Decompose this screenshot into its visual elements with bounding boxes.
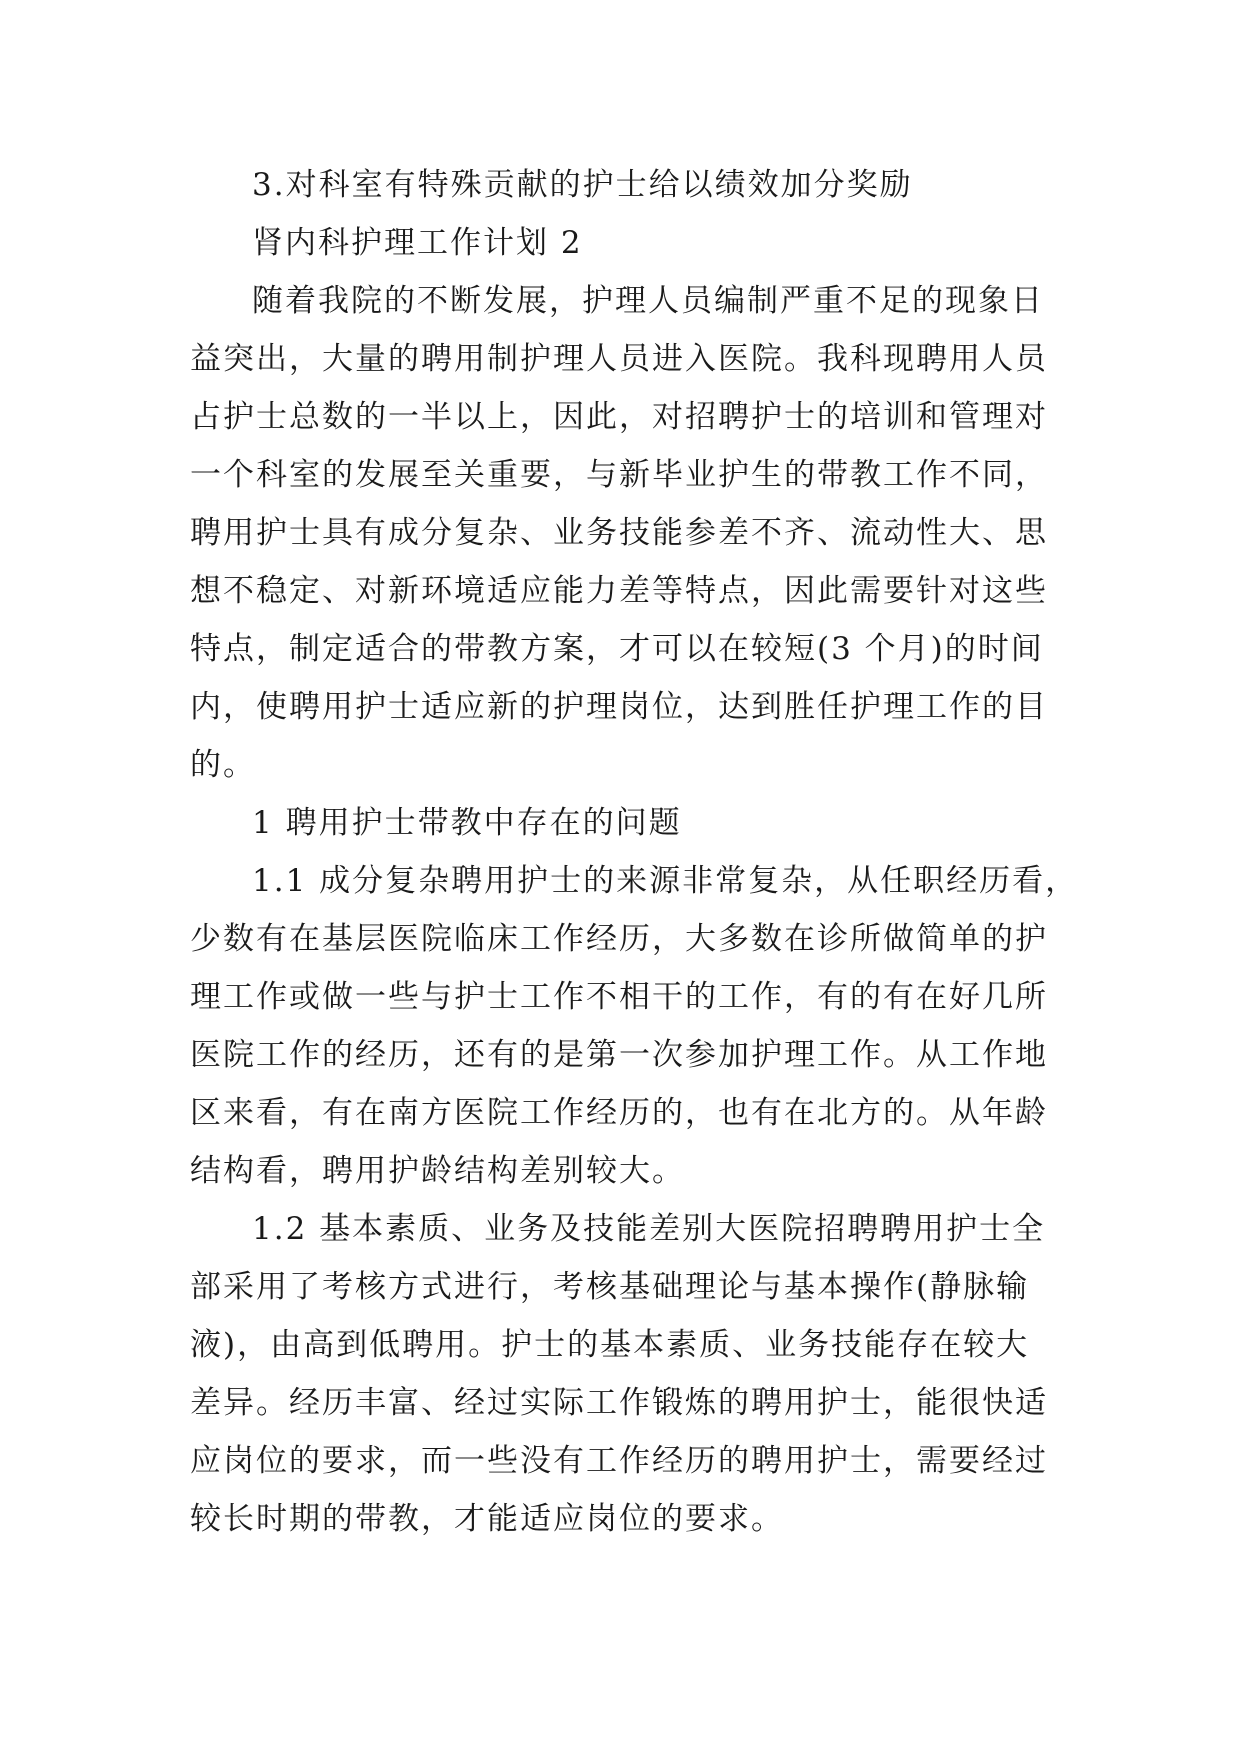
text-line: 聘用护士具有成分复杂、业务技能参差不齐、流动性大、思 <box>190 515 1048 551</box>
text-line: 医院工作的经历，还有的是第一次参加护理工作。从工作地 <box>190 1037 1048 1073</box>
text-line: 特点，制定适合的带教方案，才可以在较短(3 个月)的时间 <box>190 631 1044 667</box>
text-line: 液)，由高到低聘用。护士的基本素质、业务技能存在较大 <box>190 1327 1030 1363</box>
text-line: 1.1 成分复杂聘用护士的来源非常复杂，从任职经历看， <box>252 863 1079 899</box>
text-line: 少数有在基层医院临床工作经历，大多数在诊所做简单的护 <box>190 921 1048 957</box>
section-title <box>190 214 1090 272</box>
text-line: 肾内科护理工作计划 2 <box>252 225 583 261</box>
text-line: 较长时期的带教，才能适应岗位的要求。 <box>190 1501 784 1537</box>
text-line: 理工作或做一些与护士工作不相干的工作，有的有在好几所 <box>190 979 1048 1015</box>
subsection-heading <box>190 794 1090 852</box>
document-body <box>190 156 1090 1548</box>
text-line: 1.2 基本素质、业务及技能差别大医院招聘聘用护士全 <box>252 1211 1046 1247</box>
text-line: 3.对科室有特殊贡献的护士给以绩效加分奖励 <box>252 167 913 203</box>
text-line: 一个科室的发展至关重要，与新毕业护生的带教工作不同， <box>190 457 1048 493</box>
text-line: 区来看，有在南方医院工作经历的，也有在北方的。从年龄 <box>190 1095 1048 1131</box>
text-line: 1 聘用护士带教中存在的问题 <box>252 805 682 841</box>
paragraph-1-1 <box>190 852 1090 1200</box>
paragraph-intro <box>190 272 1090 794</box>
paragraph-1-2 <box>190 1200 1090 1548</box>
text-line: 随着我院的不断发展，护理人员编制严重不足的现象日 <box>252 283 1044 319</box>
text-line: 应岗位的要求，而一些没有工作经历的聘用护士，需要经过 <box>190 1443 1048 1479</box>
text-line: 占护士总数的一半以上，因此，对招聘护士的培训和管理对 <box>190 399 1048 435</box>
text-line: 差异。经历丰富、经过实际工作锻炼的聘用护士，能很快适 <box>190 1385 1048 1421</box>
text-line: 的。 <box>190 747 256 783</box>
text-line: 益突出，大量的聘用制护理人员进入医院。我科现聘用人员 <box>190 341 1048 377</box>
text-line: 结构看，聘用护龄结构差别较大。 <box>190 1153 685 1189</box>
text-line: 想不稳定、对新环境适应能力差等特点，因此需要针对这些 <box>190 573 1048 609</box>
text-line: 内，使聘用护士适应新的护理岗位，达到胜任护理工作的目 <box>190 689 1048 725</box>
list-item-reward <box>190 156 1090 214</box>
text-line: 部采用了考核方式进行，考核基础理论与基本操作(静脉输 <box>190 1269 1030 1305</box>
